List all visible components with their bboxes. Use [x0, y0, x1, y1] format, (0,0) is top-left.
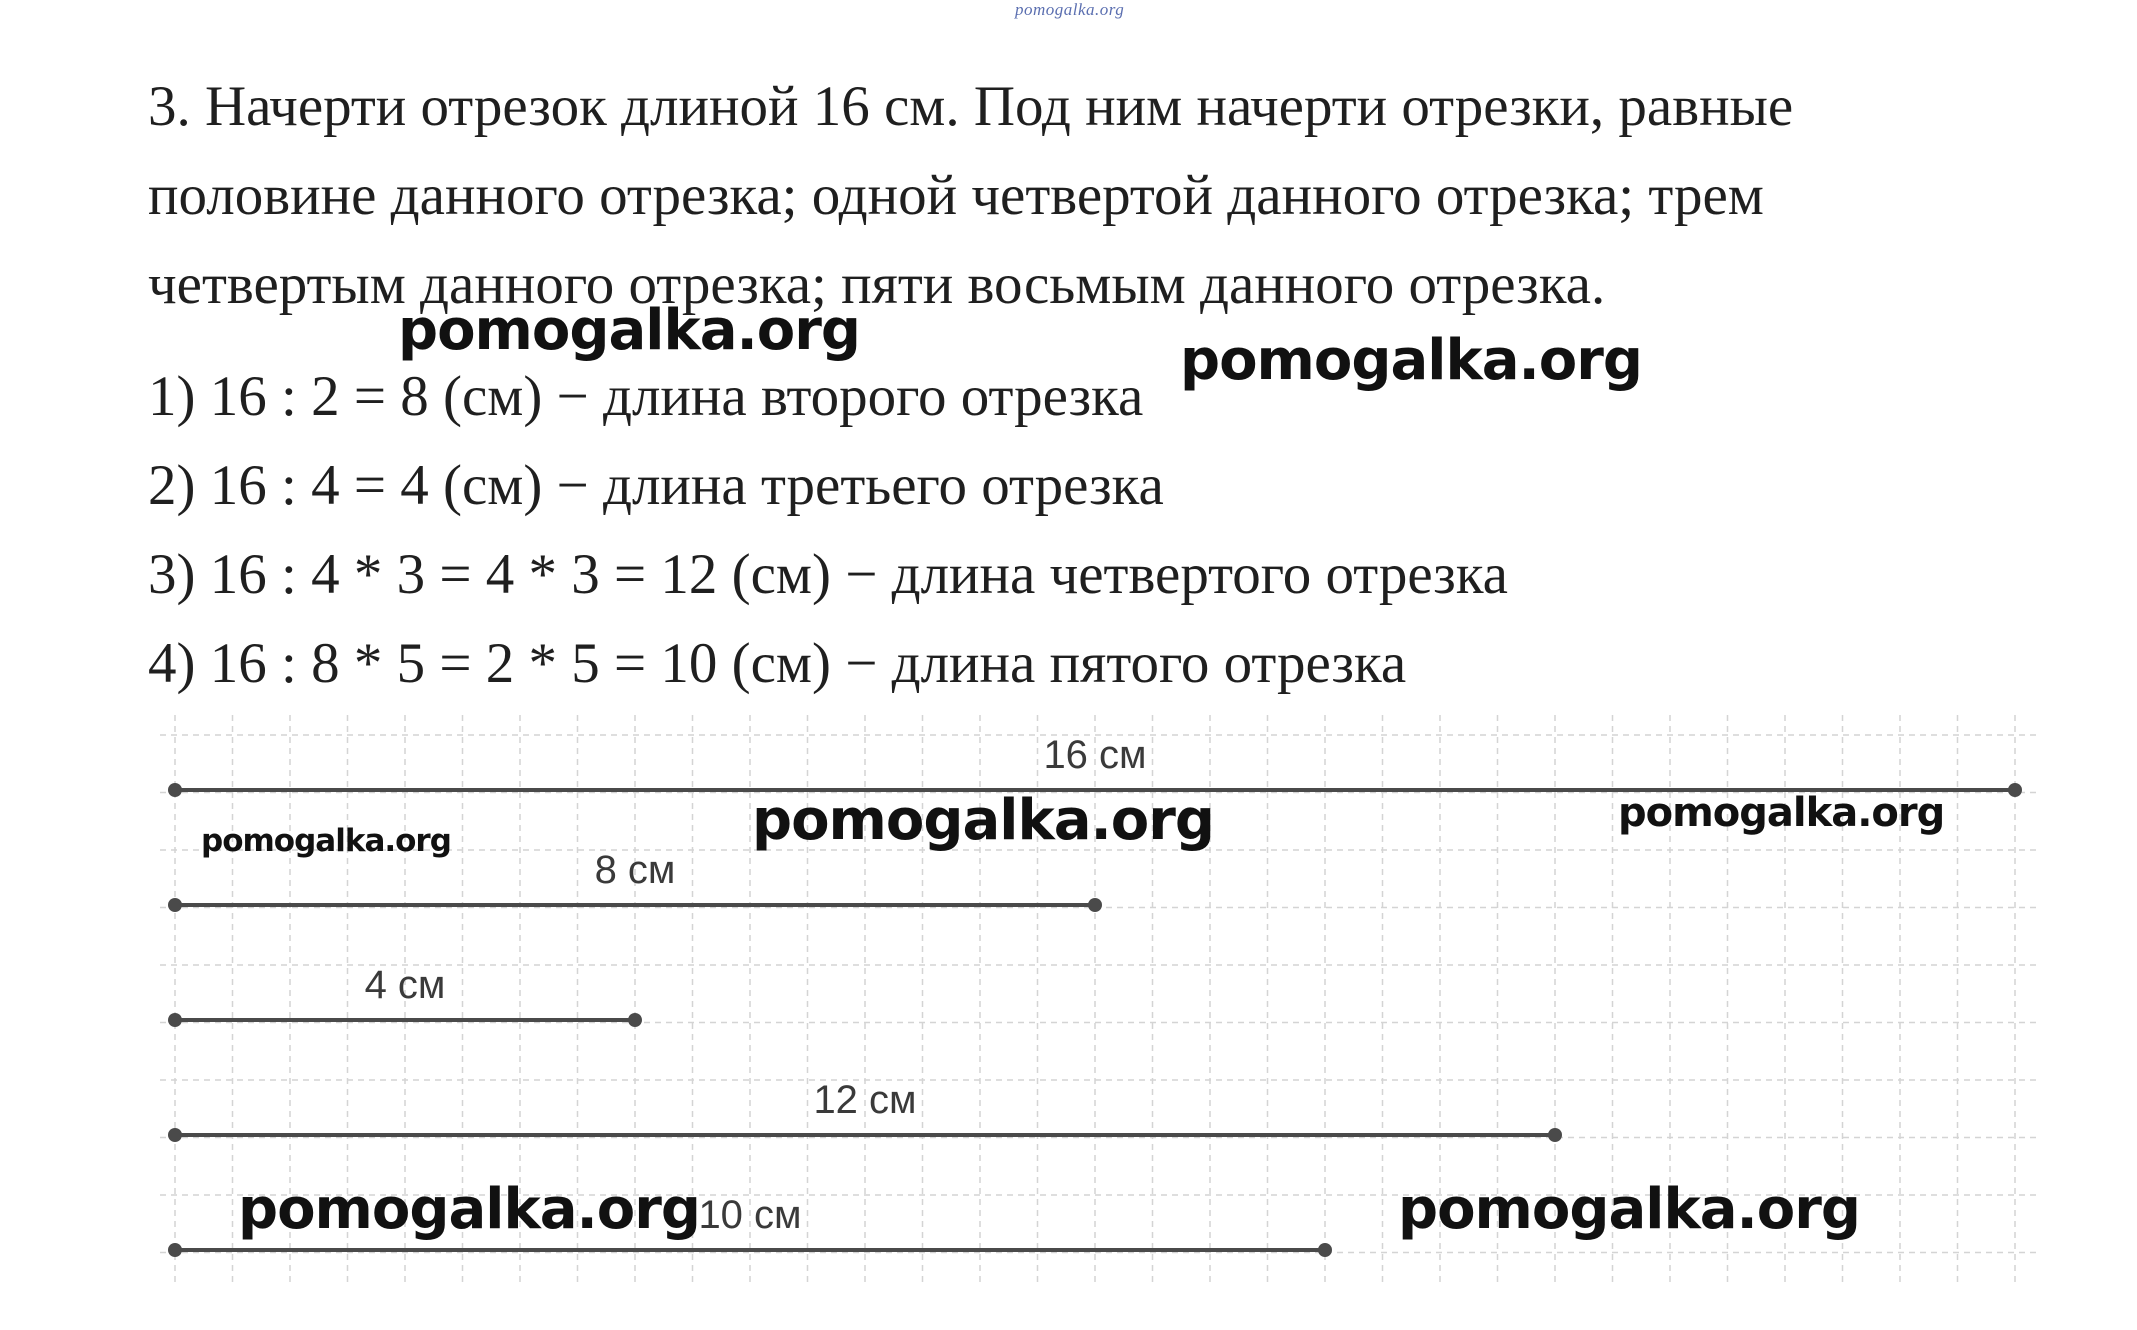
site-mark: pomogalka.org: [1015, 0, 1125, 19]
segment-end-point: [2008, 783, 2022, 797]
solution-step-1: 1) 16 : 2 = 8 (см) − длина второго отрезка: [148, 365, 1144, 428]
segment-label: 16 см: [1043, 733, 1147, 777]
segment-start-point: [168, 1128, 182, 1142]
watermark: pomogalka.org: [201, 823, 451, 859]
segment-end-point: [1318, 1243, 1332, 1257]
segment-label: 10 см: [698, 1193, 802, 1237]
segment-start-point: [168, 1013, 182, 1027]
segment-end-point: [1548, 1128, 1562, 1142]
segment-start-point: [168, 1243, 182, 1257]
watermark: pomogalka.org: [1618, 790, 1945, 836]
watermark: pomogalka.org: [1398, 1177, 1860, 1242]
segment-label: 8 см: [594, 848, 676, 892]
watermark: pomogalka.org: [398, 298, 860, 363]
task-line-1: 3. Начерти отрезок длиной 16 см. Под ним начерти отрезки, равные: [148, 75, 1794, 138]
task-line-3: четвертым данного отрезка; пяти восьмым данного отрезка.: [148, 253, 1606, 316]
segment-start-point: [168, 898, 182, 912]
solution-step-4: 4) 16 : 8 * 5 = 2 * 5 = 10 (см) − длина пятого отрезка: [148, 632, 1407, 695]
solution-step-2: 2) 16 : 4 = 4 (см) − длина третьего отрезка: [148, 454, 1164, 517]
segment-end-point: [1088, 898, 1102, 912]
segment-label: 12 см: [813, 1078, 917, 1122]
segment-label: 4 см: [364, 963, 446, 1007]
watermark: pomogalka.org: [1180, 328, 1642, 393]
watermark: pomogalka.org: [752, 788, 1214, 853]
segment-start-point: [168, 783, 182, 797]
solution-step-3: 3) 16 : 4 * 3 = 4 * 3 = 12 (см) − длина четвертого отрезка: [148, 543, 1508, 606]
task-line-2: половине данного отрезка; одной четвертой данного отрезка; трем: [148, 164, 1764, 227]
watermark: pomogalka.org: [238, 1177, 700, 1242]
segment-end-point: [628, 1013, 642, 1027]
